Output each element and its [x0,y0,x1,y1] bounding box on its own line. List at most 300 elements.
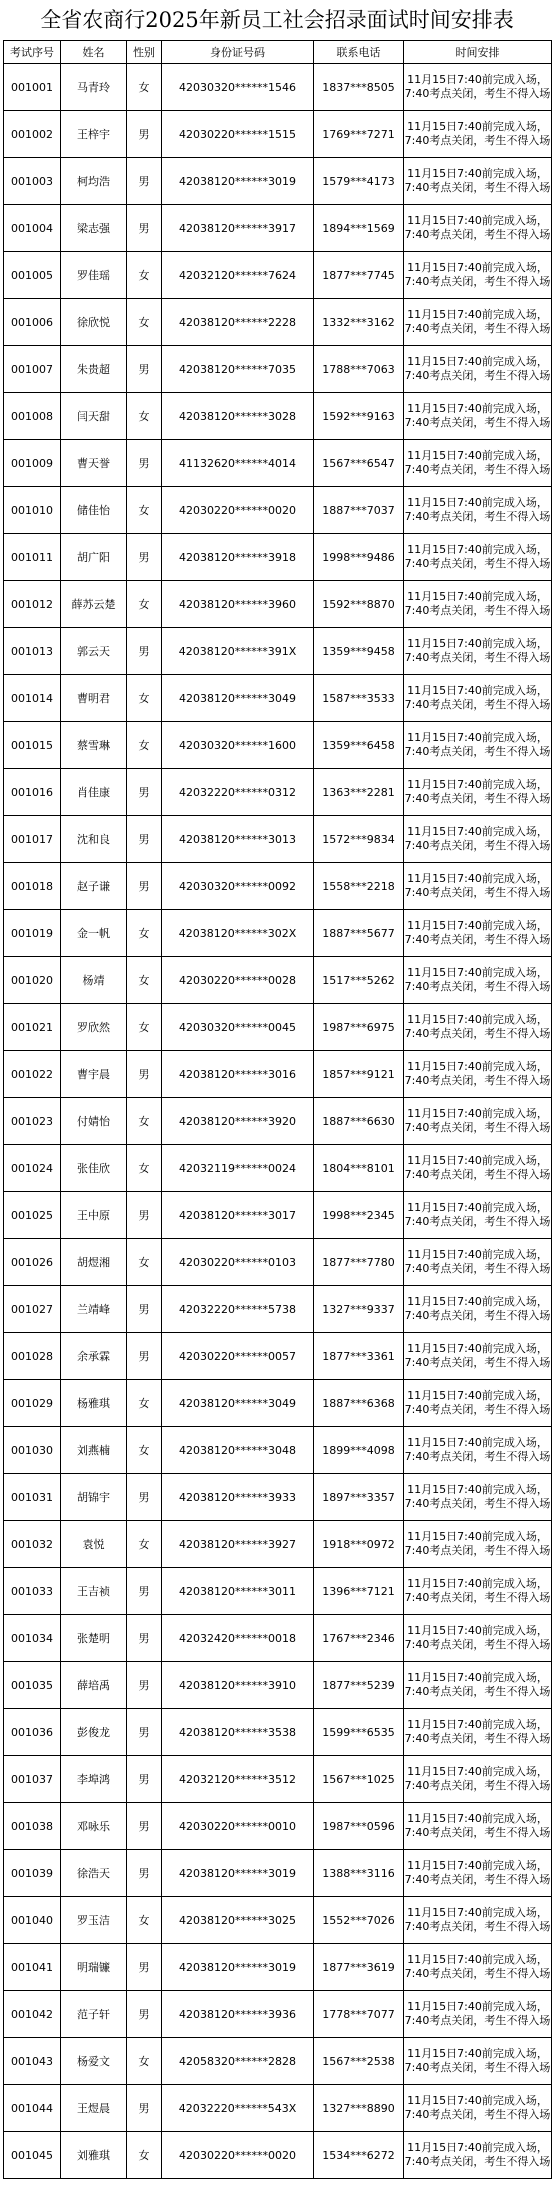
cell-name: 李埠鸿 [61,1756,127,1803]
cell-gender: 女 [127,675,162,722]
cell-id-number: 42030220******0010 [162,1803,314,1850]
cell-schedule: 11月15日7:40前完成入场，7:40考点关闭，考生不得入场 [404,534,552,581]
cell-id-number: 42038120******3011 [162,1568,314,1615]
cell-phone: 1887***7037 [314,487,404,534]
cell-name: 范子轩 [61,1991,127,2038]
cell-phone: 1767***2346 [314,1615,404,1662]
cell-phone: 1837***8505 [314,64,404,111]
table-row [4,393,552,440]
cell-id-number: 42038120******3049 [162,675,314,722]
cell-name: 张佳欣 [61,1145,127,1192]
table-row [4,346,552,393]
cell-gender: 女 [127,581,162,628]
cell-id-number: 42038120******3013 [162,816,314,863]
cell-schedule: 11月15日7:40前完成入场，7:40考点关闭，考生不得入场 [404,111,552,158]
cell-id-number: 42038120******3025 [162,1897,314,1944]
cell-exam-no: 001027 [4,1286,61,1333]
cell-schedule: 11月15日7:40前完成入场，7:40考点关闭，考生不得入场 [404,1333,552,1380]
cell-schedule: 11月15日7:40前完成入场，7:40考点关闭，考生不得入场 [404,1239,552,1286]
table-row [4,1427,552,1474]
cell-exam-no: 001025 [4,1192,61,1239]
cell-name: 兰靖峰 [61,1286,127,1333]
cell-gender: 女 [127,64,162,111]
cell-id-number: 42038120******3538 [162,1709,314,1756]
cell-exam-no: 001014 [4,675,61,722]
cell-schedule: 11月15日7:40前完成入场，7:40考点关闭，考生不得入场 [404,2132,552,2179]
cell-exam-no: 001026 [4,1239,61,1286]
cell-id-number: 42030220******0020 [162,487,314,534]
cell-gender: 女 [127,1239,162,1286]
cell-name: 王梓宇 [61,111,127,158]
cell-id-number: 42038120******3910 [162,1662,314,1709]
cell-exam-no: 001039 [4,1850,61,1897]
cell-gender: 女 [127,1427,162,1474]
cell-id-number: 42030320******1600 [162,722,314,769]
cell-exam-no: 001004 [4,205,61,252]
table-row [4,1991,552,2038]
cell-gender: 男 [127,1051,162,1098]
cell-name: 柯均浩 [61,158,127,205]
cell-id-number: 42038120******3028 [162,393,314,440]
cell-exam-no: 001035 [4,1662,61,1709]
table-row [4,863,552,910]
cell-id-number: 42030220******0028 [162,957,314,1004]
cell-id-number: 42038120******3933 [162,1474,314,1521]
cell-name: 明瑞镰 [61,1944,127,1991]
cell-gender: 男 [127,769,162,816]
cell-phone: 1567***6547 [314,440,404,487]
cell-name: 胡广阳 [61,534,127,581]
cell-phone: 1327***8890 [314,2085,404,2132]
cell-name: 罗佳瑶 [61,252,127,299]
cell-id-number: 42038120******3049 [162,1380,314,1427]
cell-id-number: 42032220******0312 [162,769,314,816]
cell-phone: 1897***3357 [314,1474,404,1521]
cell-exam-no: 001037 [4,1756,61,1803]
cell-name: 刘雅琪 [61,2132,127,2179]
cell-id-number: 42038120******3936 [162,1991,314,2038]
cell-gender: 女 [127,2132,162,2179]
cell-exam-no: 001040 [4,1897,61,1944]
cell-gender: 女 [127,299,162,346]
cell-phone: 1359***9458 [314,628,404,675]
cell-id-number: 42038120******3017 [162,1192,314,1239]
cell-exam-no: 001042 [4,1991,61,2038]
cell-gender: 女 [127,1897,162,1944]
table-row [4,1568,552,1615]
cell-gender: 男 [127,1991,162,2038]
cell-id-number: 42030220******1515 [162,111,314,158]
cell-gender: 女 [127,487,162,534]
header-gender: 性别 [127,41,162,64]
cell-phone: 1887***6630 [314,1098,404,1145]
header-id-number: 身份证号码 [162,41,314,64]
cell-gender: 女 [127,1004,162,1051]
table-row [4,1897,552,1944]
cell-exam-no: 001022 [4,1051,61,1098]
cell-name: 薛培禹 [61,1662,127,1709]
cell-schedule: 11月15日7:40前完成入场，7:40考点关闭，考生不得入场 [404,1380,552,1427]
cell-schedule: 11月15日7:40前完成入场，7:40考点关闭，考生不得入场 [404,205,552,252]
cell-exam-no: 001008 [4,393,61,440]
cell-exam-no: 001031 [4,1474,61,1521]
table-row [4,2085,552,2132]
cell-schedule: 11月15日7:40前完成入场，7:40考点关闭，考生不得入场 [404,1192,552,1239]
cell-name: 郭云天 [61,628,127,675]
cell-gender: 男 [127,816,162,863]
cell-id-number: 42038120******391X [162,628,314,675]
cell-phone: 1918***0972 [314,1521,404,1568]
cell-name: 杨靖 [61,957,127,1004]
cell-phone: 1998***2345 [314,1192,404,1239]
cell-name: 赵子谦 [61,863,127,910]
cell-exam-no: 001029 [4,1380,61,1427]
cell-gender: 男 [127,1803,162,1850]
header-name: 姓名 [61,41,127,64]
cell-schedule: 11月15日7:40前完成入场，7:40考点关闭，考生不得入场 [404,1709,552,1756]
cell-gender: 男 [127,2085,162,2132]
cell-gender: 男 [127,1333,162,1380]
table-row [4,675,552,722]
cell-name: 张楚明 [61,1615,127,1662]
cell-schedule: 11月15日7:40前完成入场，7:40考点关闭，考生不得入场 [404,910,552,957]
cell-gender: 男 [127,863,162,910]
header-row [4,41,552,64]
cell-gender: 男 [127,440,162,487]
cell-phone: 1987***6975 [314,1004,404,1051]
cell-exam-no: 001013 [4,628,61,675]
cell-phone: 1359***6458 [314,722,404,769]
cell-exam-no: 001002 [4,111,61,158]
cell-name: 余承霖 [61,1333,127,1380]
cell-exam-no: 001003 [4,158,61,205]
cell-name: 金一帆 [61,910,127,957]
cell-name: 徐欣悦 [61,299,127,346]
cell-id-number: 42032220******5738 [162,1286,314,1333]
table-row [4,534,552,581]
cell-id-number: 42030320******0092 [162,863,314,910]
cell-phone: 1887***5677 [314,910,404,957]
cell-name: 刘燕楠 [61,1427,127,1474]
cell-phone: 1552***7026 [314,1897,404,1944]
header-phone: 联系电话 [314,41,404,64]
cell-name: 杨雅琪 [61,1380,127,1427]
cell-id-number: 41132620******4014 [162,440,314,487]
cell-phone: 1579***4173 [314,158,404,205]
cell-gender: 男 [127,1286,162,1333]
cell-id-number: 42030220******0103 [162,1239,314,1286]
cell-exam-no: 001028 [4,1333,61,1380]
table-row [4,910,552,957]
cell-exam-no: 001007 [4,346,61,393]
cell-gender: 男 [127,205,162,252]
cell-phone: 1877***3619 [314,1944,404,1991]
cell-gender: 女 [127,1145,162,1192]
cell-phone: 1877***3361 [314,1333,404,1380]
cell-id-number: 42032119******0024 [162,1145,314,1192]
cell-schedule: 11月15日7:40前完成入场，7:40考点关闭，考生不得入场 [404,816,552,863]
cell-phone: 1558***2218 [314,863,404,910]
cell-phone: 1987***0596 [314,1803,404,1850]
cell-id-number: 42032220******543X [162,2085,314,2132]
cell-schedule: 11月15日7:40前完成入场，7:40考点关闭，考生不得入场 [404,769,552,816]
cell-exam-no: 001034 [4,1615,61,1662]
cell-schedule: 11月15日7:40前完成入场，7:40考点关闭，考生不得入场 [404,440,552,487]
table-row [4,1474,552,1521]
cell-phone: 1587***3533 [314,675,404,722]
header-schedule: 时间安排 [404,41,552,64]
table-row [4,1145,552,1192]
cell-exam-no: 001044 [4,2085,61,2132]
table-row [4,1380,552,1427]
table-row [4,2132,552,2179]
table-row [4,1286,552,1333]
cell-phone: 1388***3116 [314,1850,404,1897]
cell-gender: 男 [127,158,162,205]
cell-exam-no: 001023 [4,1098,61,1145]
cell-gender: 男 [127,1568,162,1615]
cell-gender: 女 [127,1521,162,1568]
cell-id-number: 42038120******3917 [162,205,314,252]
cell-exam-no: 001011 [4,534,61,581]
cell-name: 储佳怡 [61,487,127,534]
table-row [4,111,552,158]
cell-id-number: 42038120******3960 [162,581,314,628]
cell-phone: 1363***2281 [314,769,404,816]
cell-id-number: 42032120******7624 [162,252,314,299]
cell-id-number: 42030320******0045 [162,1004,314,1051]
cell-gender: 女 [127,1098,162,1145]
table-row [4,722,552,769]
cell-gender: 女 [127,393,162,440]
cell-schedule: 11月15日7:40前完成入场，7:40考点关闭，考生不得入场 [404,2038,552,2085]
table-row [4,957,552,1004]
table-row [4,1333,552,1380]
table-row [4,299,552,346]
cell-schedule: 11月15日7:40前完成入场，7:40考点关闭，考生不得入场 [404,393,552,440]
cell-id-number: 42030220******0057 [162,1333,314,1380]
table-row [4,158,552,205]
cell-name: 罗欣然 [61,1004,127,1051]
cell-exam-no: 001024 [4,1145,61,1192]
cell-schedule: 11月15日7:40前完成入场，7:40考点关闭，考生不得入场 [404,1521,552,1568]
cell-exam-no: 001001 [4,64,61,111]
cell-phone: 1327***9337 [314,1286,404,1333]
cell-exam-no: 001036 [4,1709,61,1756]
cell-gender: 男 [127,1662,162,1709]
cell-id-number: 42032420******0018 [162,1615,314,1662]
cell-gender: 男 [127,534,162,581]
cell-id-number: 42038120******3016 [162,1051,314,1098]
cell-schedule: 11月15日7:40前完成入场，7:40考点关闭，考生不得入场 [404,1991,552,2038]
cell-name: 马青玲 [61,64,127,111]
cell-exam-no: 001032 [4,1521,61,1568]
table-row [4,205,552,252]
cell-exam-no: 001033 [4,1568,61,1615]
table-row [4,252,552,299]
cell-id-number: 42038120******7035 [162,346,314,393]
cell-phone: 1567***2538 [314,2038,404,2085]
cell-name: 沈和良 [61,816,127,863]
cell-schedule: 11月15日7:40前完成入场，7:40考点关闭，考生不得入场 [404,1051,552,1098]
cell-gender: 男 [127,1709,162,1756]
cell-phone: 1534***6272 [314,2132,404,2179]
cell-phone: 1396***7121 [314,1568,404,1615]
cell-phone: 1887***6368 [314,1380,404,1427]
cell-id-number: 42038120******302X [162,910,314,957]
table-row [4,1803,552,1850]
cell-schedule: 11月15日7:40前完成入场，7:40考点关闭，考生不得入场 [404,1803,552,1850]
cell-phone: 1778***7077 [314,1991,404,2038]
cell-exam-no: 001009 [4,440,61,487]
table-row [4,581,552,628]
cell-id-number: 42038120******3920 [162,1098,314,1145]
table-row [4,1239,552,1286]
cell-schedule: 11月15日7:40前完成入场，7:40考点关闭，考生不得入场 [404,1004,552,1051]
cell-schedule: 11月15日7:40前完成入场，7:40考点关闭，考生不得入场 [404,863,552,910]
cell-schedule: 11月15日7:40前完成入场，7:40考点关闭，考生不得入场 [404,675,552,722]
cell-exam-no: 001016 [4,769,61,816]
table-row [4,2038,552,2085]
cell-id-number: 42032120******3512 [162,1756,314,1803]
table-row [4,1709,552,1756]
cell-phone: 1877***7745 [314,252,404,299]
cell-schedule: 11月15日7:40前完成入场，7:40考点关闭，考生不得入场 [404,1615,552,1662]
cell-id-number: 42030220******0020 [162,2132,314,2179]
cell-exam-no: 001018 [4,863,61,910]
cell-name: 肖佳康 [61,769,127,816]
cell-name: 罗玉洁 [61,1897,127,1944]
table-row [4,487,552,534]
cell-schedule: 11月15日7:40前完成入场，7:40考点关闭，考生不得入场 [404,1944,552,1991]
cell-gender: 男 [127,111,162,158]
cell-phone: 1788***7063 [314,346,404,393]
cell-name: 彭俊龙 [61,1709,127,1756]
page-title: 全省农商行2025年新员工社会招录面试时间安排表 [40,8,514,32]
cell-name: 杨爱文 [61,2038,127,2085]
cell-id-number: 42038120******3019 [162,1850,314,1897]
cell-phone: 1998***9486 [314,534,404,581]
cell-phone: 1572***9834 [314,816,404,863]
cell-schedule: 11月15日7:40前完成入场，7:40考点关闭，考生不得入场 [404,1662,552,1709]
table-row [4,64,552,111]
cell-exam-no: 001006 [4,299,61,346]
cell-phone: 1332***3162 [314,299,404,346]
cell-gender: 男 [127,1850,162,1897]
cell-phone: 1592***8870 [314,581,404,628]
cell-name: 闫天甜 [61,393,127,440]
cell-gender: 女 [127,252,162,299]
cell-exam-no: 001043 [4,2038,61,2085]
cell-schedule: 11月15日7:40前完成入场，7:40考点关闭，考生不得入场 [404,346,552,393]
cell-name: 王中原 [61,1192,127,1239]
cell-phone: 1769***7271 [314,111,404,158]
cell-name: 王吉祯 [61,1568,127,1615]
cell-id-number: 42038120******3918 [162,534,314,581]
table-row [4,628,552,675]
cell-gender: 男 [127,1474,162,1521]
cell-name: 袁悦 [61,1521,127,1568]
cell-name: 邓咏乐 [61,1803,127,1850]
cell-phone: 1517***5262 [314,957,404,1004]
cell-schedule: 11月15日7:40前完成入场，7:40考点关闭，考生不得入场 [404,64,552,111]
table-row [4,1521,552,1568]
cell-exam-no: 001021 [4,1004,61,1051]
cell-schedule: 11月15日7:40前完成入场，7:40考点关闭，考生不得入场 [404,252,552,299]
cell-name: 朱贵超 [61,346,127,393]
cell-schedule: 11月15日7:40前完成入场，7:40考点关闭，考生不得入场 [404,957,552,1004]
cell-schedule: 11月15日7:40前完成入场，7:40考点关闭，考生不得入场 [404,1756,552,1803]
table-row [4,1098,552,1145]
table-row [4,1756,552,1803]
cell-schedule: 11月15日7:40前完成入场，7:40考点关闭，考生不得入场 [404,628,552,675]
cell-schedule: 11月15日7:40前完成入场，7:40考点关闭，考生不得入场 [404,1897,552,1944]
cell-gender: 男 [127,1944,162,1991]
cell-gender: 男 [127,1756,162,1803]
cell-schedule: 11月15日7:40前完成入场，7:40考点关闭，考生不得入场 [404,722,552,769]
cell-name: 蔡雪琳 [61,722,127,769]
cell-name: 曹天誉 [61,440,127,487]
cell-schedule: 11月15日7:40前完成入场，7:40考点关闭，考生不得入场 [404,487,552,534]
cell-name: 梁志强 [61,205,127,252]
cell-gender: 男 [127,1615,162,1662]
cell-exam-no: 001020 [4,957,61,1004]
cell-schedule: 11月15日7:40前完成入场，7:40考点关闭，考生不得入场 [404,1568,552,1615]
cell-phone: 1894***1569 [314,205,404,252]
cell-name: 胡锦宇 [61,1474,127,1521]
table-row [4,440,552,487]
cell-id-number: 42058320******2828 [162,2038,314,2085]
cell-exam-no: 001041 [4,1944,61,1991]
cell-name: 徐浩天 [61,1850,127,1897]
cell-schedule: 11月15日7:40前完成入场，7:40考点关闭，考生不得入场 [404,1145,552,1192]
cell-schedule: 11月15日7:40前完成入场，7:40考点关闭，考生不得入场 [404,2085,552,2132]
cell-exam-no: 001030 [4,1427,61,1474]
cell-gender: 女 [127,2038,162,2085]
table-row [4,1850,552,1897]
cell-phone: 1567***1025 [314,1756,404,1803]
cell-schedule: 11月15日7:40前完成入场，7:40考点关闭，考生不得入场 [404,1098,552,1145]
cell-exam-no: 001017 [4,816,61,863]
cell-gender: 男 [127,346,162,393]
table-row [4,816,552,863]
cell-id-number: 42038120******2228 [162,299,314,346]
table-row [4,1051,552,1098]
cell-phone: 1857***9121 [314,1051,404,1098]
cell-id-number: 42038120******3019 [162,1944,314,1991]
table-row [4,769,552,816]
cell-phone: 1592***9163 [314,393,404,440]
table-row [4,1615,552,1662]
cell-name: 付婧怡 [61,1098,127,1145]
cell-phone: 1804***8101 [314,1145,404,1192]
cell-gender: 男 [127,1192,162,1239]
cell-gender: 男 [127,628,162,675]
cell-name: 曹宇晨 [61,1051,127,1098]
header-exam-no: 考试序号 [4,41,61,64]
cell-name: 胡煜湘 [61,1239,127,1286]
cell-schedule: 11月15日7:40前完成入场，7:40考点关闭，考生不得入场 [404,1286,552,1333]
cell-schedule: 11月15日7:40前完成入场，7:40考点关闭，考生不得入场 [404,158,552,205]
cell-exam-no: 001010 [4,487,61,534]
cell-exam-no: 001019 [4,910,61,957]
cell-schedule: 11月15日7:40前完成入场，7:40考点关闭，考生不得入场 [404,1474,552,1521]
cell-gender: 女 [127,722,162,769]
cell-phone: 1599***6535 [314,1709,404,1756]
cell-id-number: 42030320******1546 [162,64,314,111]
cell-gender: 女 [127,957,162,1004]
schedule-table [3,40,552,2179]
